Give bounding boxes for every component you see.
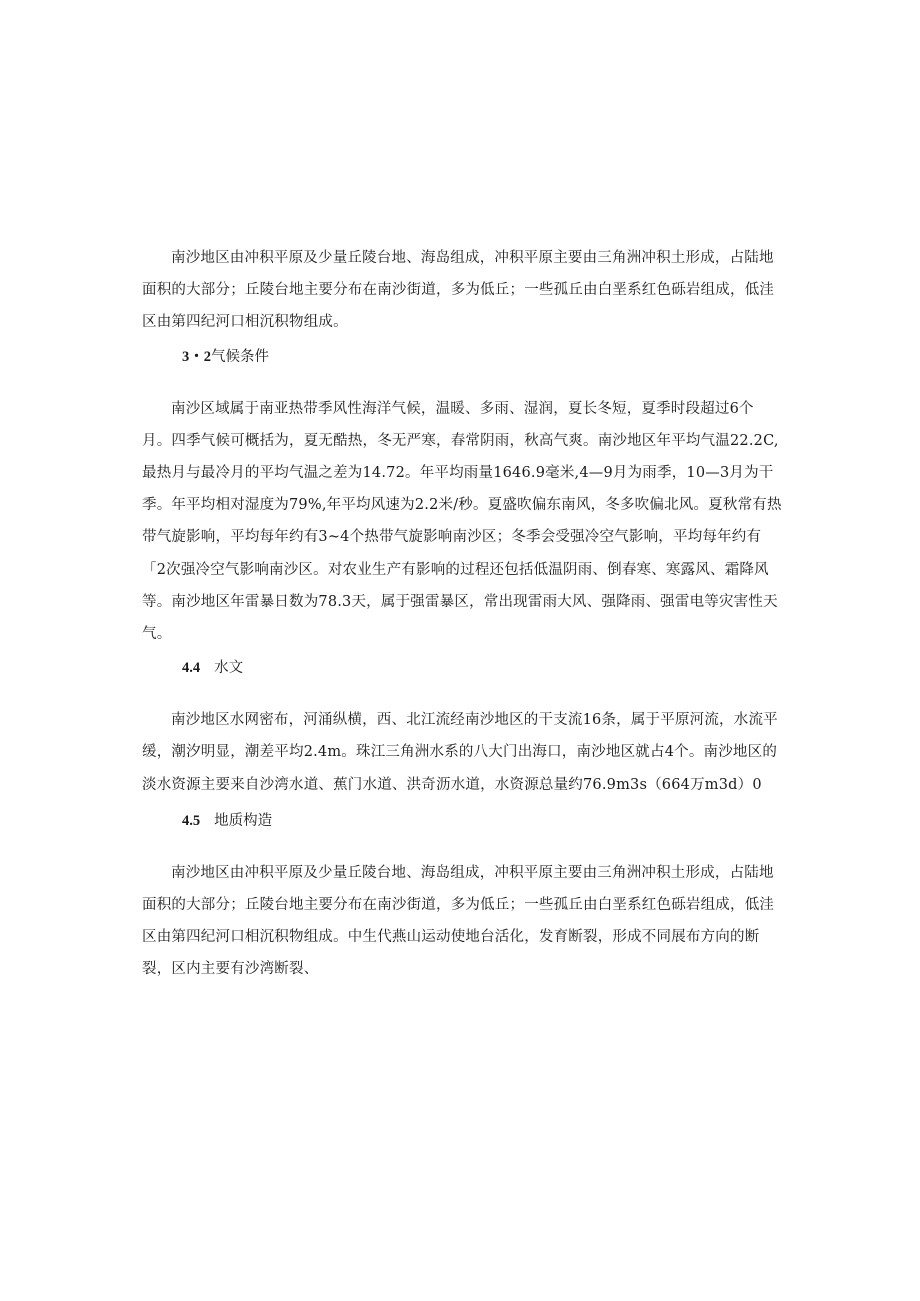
section-number: 4.5 bbox=[182, 812, 201, 829]
paragraph-hydrology: 南沙地区水网密布，河涌纵横，西、北江流经南沙地区的干支流16条，属于平原河流，水流平缓，潮汐明显，潮差平均2.4m。珠江三角洲水系的八大门出海口，南沙地区就占4个。南沙地区的淡水资源主要来自沙湾水道、蕉门水道、洪奇沥水道，水资源总量约76.9m3s（664万m3d）0 bbox=[142, 712, 778, 793]
paragraph-geology: 南沙地区由冲积平原及少量丘陵台地、海岛组成，冲积平原主要由三角洲冲积土形成，占陆地面积的大部分；丘陵台地主要分布在南沙街道，多为低丘；一些孤丘由白垩系红色砾岩组成，低洼区由第四纪河口相沉积物组成。中生代燕山运动使地台活化，发育断裂，形成不同展布方向的断裂，区内主要有沙湾断裂、 bbox=[142, 864, 775, 978]
section-heading-hydrology bbox=[142, 652, 782, 684]
section-number: 3・2 bbox=[182, 348, 211, 365]
document-body bbox=[142, 242, 782, 986]
paragraph-terrain-intro: 南沙地区由冲积平原及少量丘陵台地、海岛组成，冲积平原主要由三角洲冲积土形成，占陆地面积的大部分；丘陵台地主要分布在南沙街道，多为低丘；一些孤丘由白垩系红色砾岩组成，低洼区由第四纪河口相沉积物组成。 bbox=[142, 250, 775, 331]
section-title: 地质构造 bbox=[214, 812, 273, 829]
section-title: 气候条件 bbox=[211, 348, 269, 365]
section-heading-geology bbox=[142, 805, 782, 837]
paragraph-climate: 南沙区域属于南亚热带季风性海洋气候，温暖、多雨、湿润，夏长冬短，夏季时段超过6个月。四季气候可概括为，夏无酷热，冬无严寒，春常阴雨，秋高气爽。南沙地区年平均气温22.2C,最热月与最冷月的平均气温之差为14.72。年平均雨量1646.9毫米,4—9月为雨季，10—3月为干季。年平均相对湿度为79%,年平均风速为2.2米/秒。夏盛吹偏东南风，冬多吹偏北风。夏秋常有热带气旋影响，平均每年约有3~4个热带气旋影响南沙区；冬季会受强冷空气影响，平均每年约有「2次强冷空气影响南沙区。对农业生产有影响的过程还包括低温阴雨、倒春寒、寒露风、霜降风等。南沙地区年雷暴日数为78.3天，属于强雷暴区，常出现雷雨大风、强降雨、强雷电等灾害性天气。 bbox=[142, 400, 782, 643]
section-title: 水文 bbox=[214, 660, 244, 677]
section-heading-climate bbox=[142, 341, 782, 373]
section-number: 4.4 bbox=[182, 660, 201, 677]
